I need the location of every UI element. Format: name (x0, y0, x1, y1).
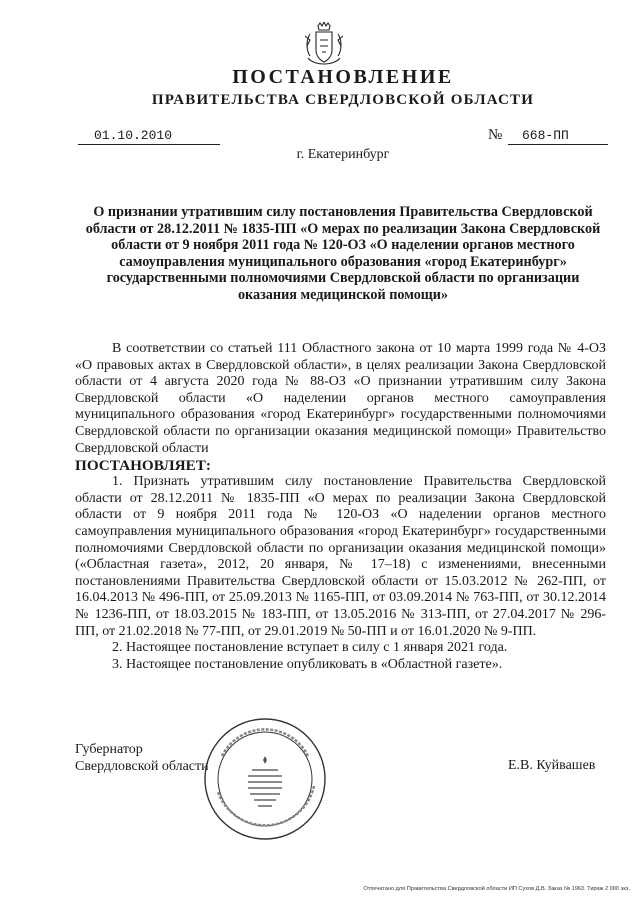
decree-word: ПОСТАНОВЛЯЕТ: (75, 457, 211, 475)
preamble-paragraph: В соответствии со статьей 111 Областного закона от 10 марта 1999 года № 4-ОЗ «О правовых актах в Свердловской области», в целях реализации Закона Свердловской области от 4 августа 2020 года № 88-ОЗ «О признании утратившим силу Закона Свердловской области «О наделении органов местного самоуправления муниципального образования «город Екатеринбург» государственными полномочиями Свердловской области по организации оказания медицинской помощи» Правительство Свердловской области (75, 341, 606, 456)
document-date: 01.10.2010 (78, 128, 220, 145)
clause-2: 2. Настоящее постановление вступает в силу с 1 января 2021 года. (112, 640, 508, 656)
document-number: 668-ПП (508, 128, 608, 145)
signatory-name: Е.В. Куйвашев (508, 758, 596, 773)
official-seal-stamp (202, 716, 328, 842)
clause-1: 1. Признать утратившим силу постановление Правительства Свердловской области от 28.12.2011 № 1835-ПП «О мерах по реализации Закона Свердловской области от 9 ноября 2011 года № 120-ОЗ «О наделении органов местного самоуправления муниципального образования «город Екатеринбург» государственными полномочиями Свердловской области по организации оказания медицинской помощи» («Областная газета», 2012, 20 января, № 17–18) с изменениями, внесенными постановлениями Правительства Свердловской области от 15.03.2012 № 262-ПП, от 16.04.2013 № 496-ПП, от 25.09.2013 № 1165-ПП, от 03.09.2014 № 763-ПП, от 30.12.2014 № 1236-ПП, от 18.03.2015 № 183-ПП, от 13.05.2016 № 313-ПП, от 27.04.2017 № 296-ПП, от 21.02.2018 № 77-ПП, от 29.01.2019 № 50-ПП и от 16.01.2020 № 9-ПП. (75, 474, 606, 639)
coat-of-arms-icon (302, 22, 346, 68)
document-body (75, 341, 606, 673)
document-heading: О признании утратившим силу постановления Правительства Свердловской области от 28.12.2011 № 1835-ПП «О мерах по реализации Закона Свердловской области от 9 ноября 2011 года № 120-ОЗ «О наделении органов местного самоуправления муниципального образования «город Екатеринбург» государственными полномочиями Свердловской области по организации оказания медицинской помощи» (85, 204, 601, 303)
print-footer: Отпечатано для Правительства Свердловской области ИП Сухов Д.В. Заказ № 1963. Тираж 2 000 экз. (363, 886, 630, 892)
document-type-title: ПОСТАНОВЛЕНИЕ (232, 66, 454, 88)
signatory-position (75, 741, 209, 775)
position-line-2: Свердловской области (75, 759, 209, 774)
clause-3: 3. Настоящее постановление опубликовать в «Областной газете». (112, 656, 503, 672)
number-label: № (488, 127, 503, 143)
issuing-authority: ПРАВИТЕЛЬСТВА СВЕРДЛОВСКОЙ ОБЛАСТИ (151, 92, 535, 108)
city: г. Екатеринбург (296, 147, 390, 162)
position-line-1: Губернатор (75, 742, 143, 757)
